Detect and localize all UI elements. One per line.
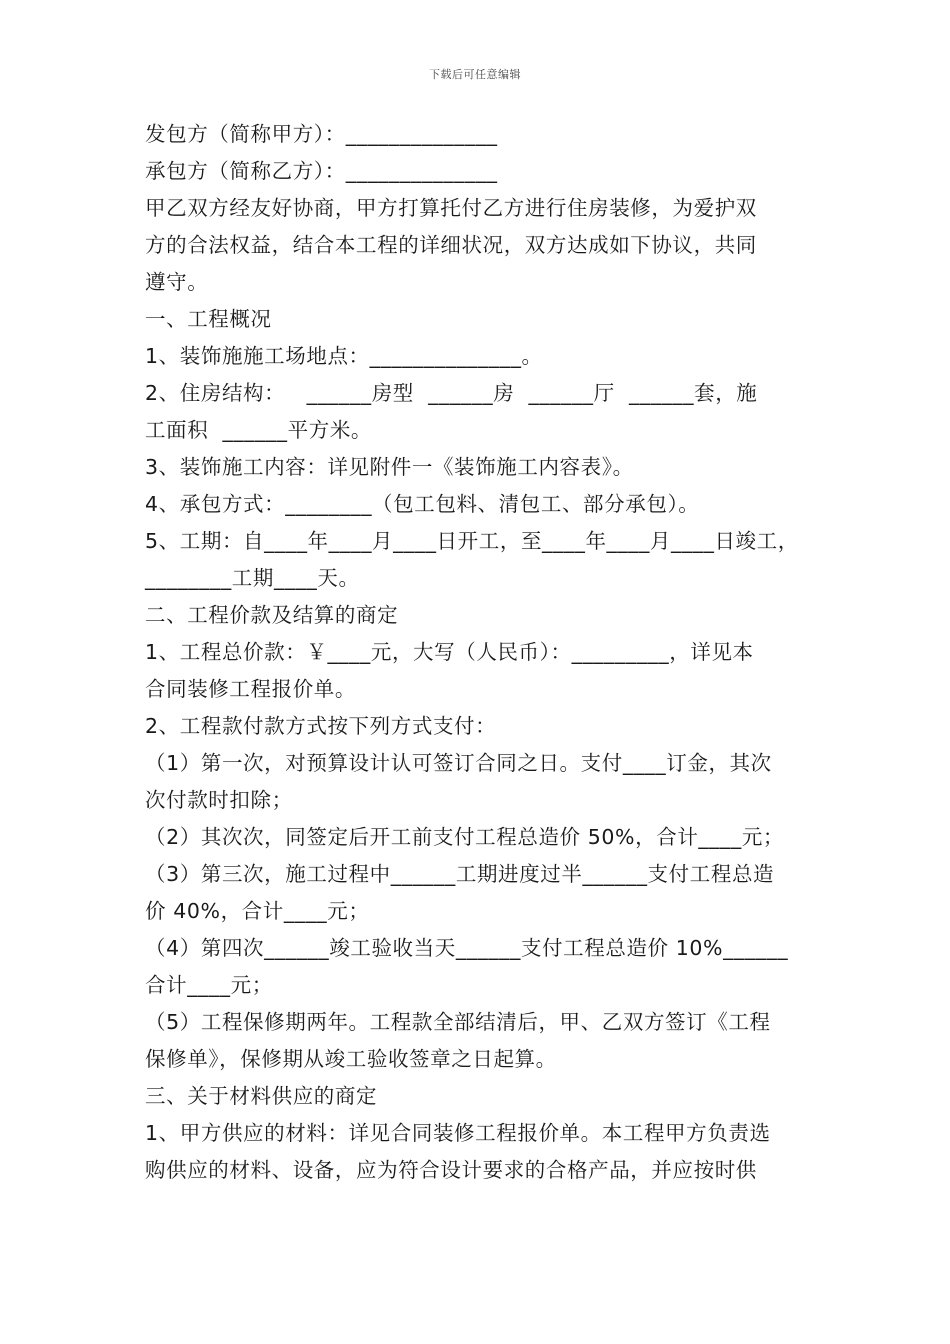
clause-line: （1）第一次，对预算设计认可签订合同之日。支付____订金，其次 xyxy=(145,751,772,775)
clause-line: 4、承包方式：________（包工包料、清包工、部分承包）。 xyxy=(145,492,700,516)
clause-line: 保修单》，保修期从竣工验收签章之日起算。 xyxy=(145,1047,557,1071)
clause-line: 3、装饰施工内容：详见附件一《装饰施工内容表》。 xyxy=(145,455,634,479)
clause-line: 价 40%，合计____元； xyxy=(145,899,370,923)
paragraph-line: 遵守。 xyxy=(145,270,209,294)
clause-line: 合同装修工程报价单。 xyxy=(145,677,356,701)
clause-line: 工面积 ______平方米。 xyxy=(145,418,373,442)
clause-line: （3）第三次，施工过程中______工期进度过半______支付工程总造 xyxy=(145,862,775,886)
clause-line: 购供应的材料、设备，应为符合设计要求的合格产品，并应按时供 xyxy=(145,1158,757,1182)
contract-party-b-line: 承包方（简称乙方）：______________ xyxy=(145,159,498,183)
section-heading: 一、工程概况 xyxy=(145,307,272,331)
page-header: 下载后可任意编辑 xyxy=(429,68,521,81)
document-body xyxy=(145,116,815,1189)
clause-line: 合计____元； xyxy=(145,973,273,997)
paragraph-line: 甲乙双方经友好协商，甲方打算托付乙方进行住房装修，为爱护双 xyxy=(145,196,757,220)
clause-line: 2、住房结构： ______房型 ______房 ______厅 ______套，施 xyxy=(145,381,758,405)
clause-line: （4）第四次______竣工验收当天______支付工程总造价 10%______ xyxy=(145,936,789,960)
section-heading: 三、关于材料供应的商定 xyxy=(145,1084,378,1108)
clause-line: 1、甲方供应的材料：详见合同装修工程报价单。本工程甲方负责选 xyxy=(145,1121,771,1145)
clause-line: 1、装饰施施工场地点：______________。 xyxy=(145,344,543,368)
clause-line: （2）其次次，同签定后开工前支付工程总造价 50%，合计____元； xyxy=(145,825,785,849)
clause-line: （5）工程保修期两年。工程款全部结清后，甲、乙双方签订《工程 xyxy=(145,1010,771,1034)
clause-line: 次付款时扣除； xyxy=(145,788,293,812)
contract-party-a-line: 发包方（简称甲方）：______________ xyxy=(145,122,498,146)
clause-line: 2、工程款付款方式按下列方式支付： xyxy=(145,714,497,738)
clause-line: 5、工期：自____年____月____日开工，至____年____月____日竣工， xyxy=(145,529,799,553)
clause-line: ________工期____天。 xyxy=(145,566,360,590)
section-heading: 二、工程价款及结算的商定 xyxy=(145,603,399,627)
paragraph-line: 方的合法权益，结合本工程的详细状况，双方达成如下协议，共同 xyxy=(145,233,757,257)
clause-line: 1、工程总价款：￥____元，大写（人民币）：_________，详见本 xyxy=(145,640,754,664)
